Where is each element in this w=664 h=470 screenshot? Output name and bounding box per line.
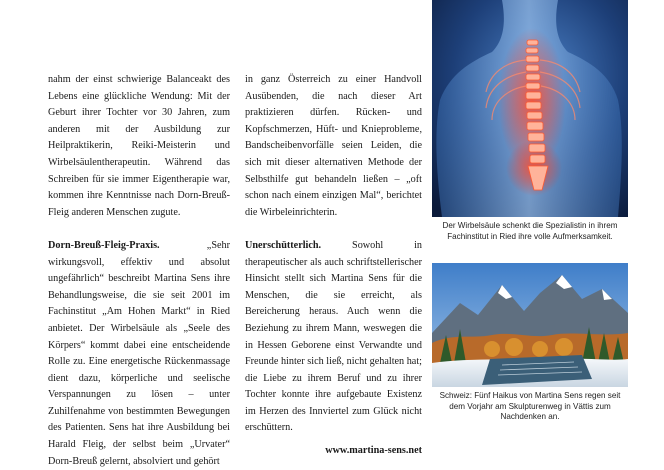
website-link[interactable]: www.martina-sens.net (325, 445, 422, 457)
paragraph: in ganz Österreich zu einer Handvoll Ausübenden, die nach dieser Art praktizieren dürfen. Rücken- und Kopfschmerzen, Hüft- und Knieprobleme, Bandscheibenvorfälle seien Leiden, die sich mit dieser alternativen Methode der Selbsthilfe gut behandeln ließen – „oft schon nach einem einzigen Mal“, berichtet die Wirbeleinrichterin. (245, 74, 422, 218)
paragraph-body: Sowohl in therapeutischer als auch schriftstellerischer Hinsicht stellt sich Martina Sens für die Menschen, die sie erreicht, als Bereicherung heraus. Auch wenn die Beziehung zu ihrem Mann, weswegen die in Hessen Geborene einst Verwandte und Freunde hinter sich ließ, nicht gehalten hat; die Liebe zu ihrem Beruf und zu ihrer Tochter konnte ihre aufgebaute Existenz im Herzen des Innviertel zum Glück nicht erschüttern. (245, 239, 423, 434)
spine-photo-caption: Der Wirbelsäule schenkt die Spezialistin in ihrem Fachinstitut in Ried ihre volle Aufmerksamkeit. (442, 221, 618, 241)
spine-photo (432, 0, 628, 217)
paragraph: nahm der einst schwierige Balanceakt des Lebens eine glückliche Wendung: Mit der Geburt ihrer Tochter vor 30 Jahren, zum anderen mit der Ausbildung zur Heilpraktikerin, Reiki-Meisterin und Wirbelsäulentherapeutin. Während das Schreiben für sie immer Eigentherapie war, kommen ihre Kenntnisse nach Dorn-Breuß-Fleig anderen Menschen zugute. (48, 74, 230, 218)
section-lead: Dorn-Breuß-Fleig-Praxis. (48, 239, 160, 251)
text-column-left (48, 72, 230, 470)
paragraph-body: „Sehr wirkungsvoll, effektiv und absolut ungefährlich“ beschreibt Martina Sens ihre Behandlungsweise, die sie seit 2001 im Fachinstitut „Am Hohen Markt“ in Ried anbietet. Der Wirbelsäule als „Seele des Körpers“ kommt dabei eine entscheidende Rolle zu. Eine energetische Rückenmassage dient dazu, körperliche und seelische Verspannungen zu lösen – unter Zuhilfenahme von bestimmten Bewegungen des Patienten. Sens hat ihre Ausbildung bei Harald Fleig, der selbst beim „Urvater“ Dorn-Breuß gelernt, absolviert und gehört (48, 239, 230, 467)
text-column-middle (245, 72, 422, 460)
paragraph (245, 238, 422, 437)
paragraph (48, 238, 230, 470)
landscape-photo-caption: Schweiz: Fünf Haikus von Martina Sens regen seit dem Vorjahr am Skulpturenweg in Vättis zum Nachdenken an. (439, 391, 621, 422)
section-lead: Unerschütterlich. (245, 239, 322, 251)
landscape-photo (432, 263, 628, 387)
